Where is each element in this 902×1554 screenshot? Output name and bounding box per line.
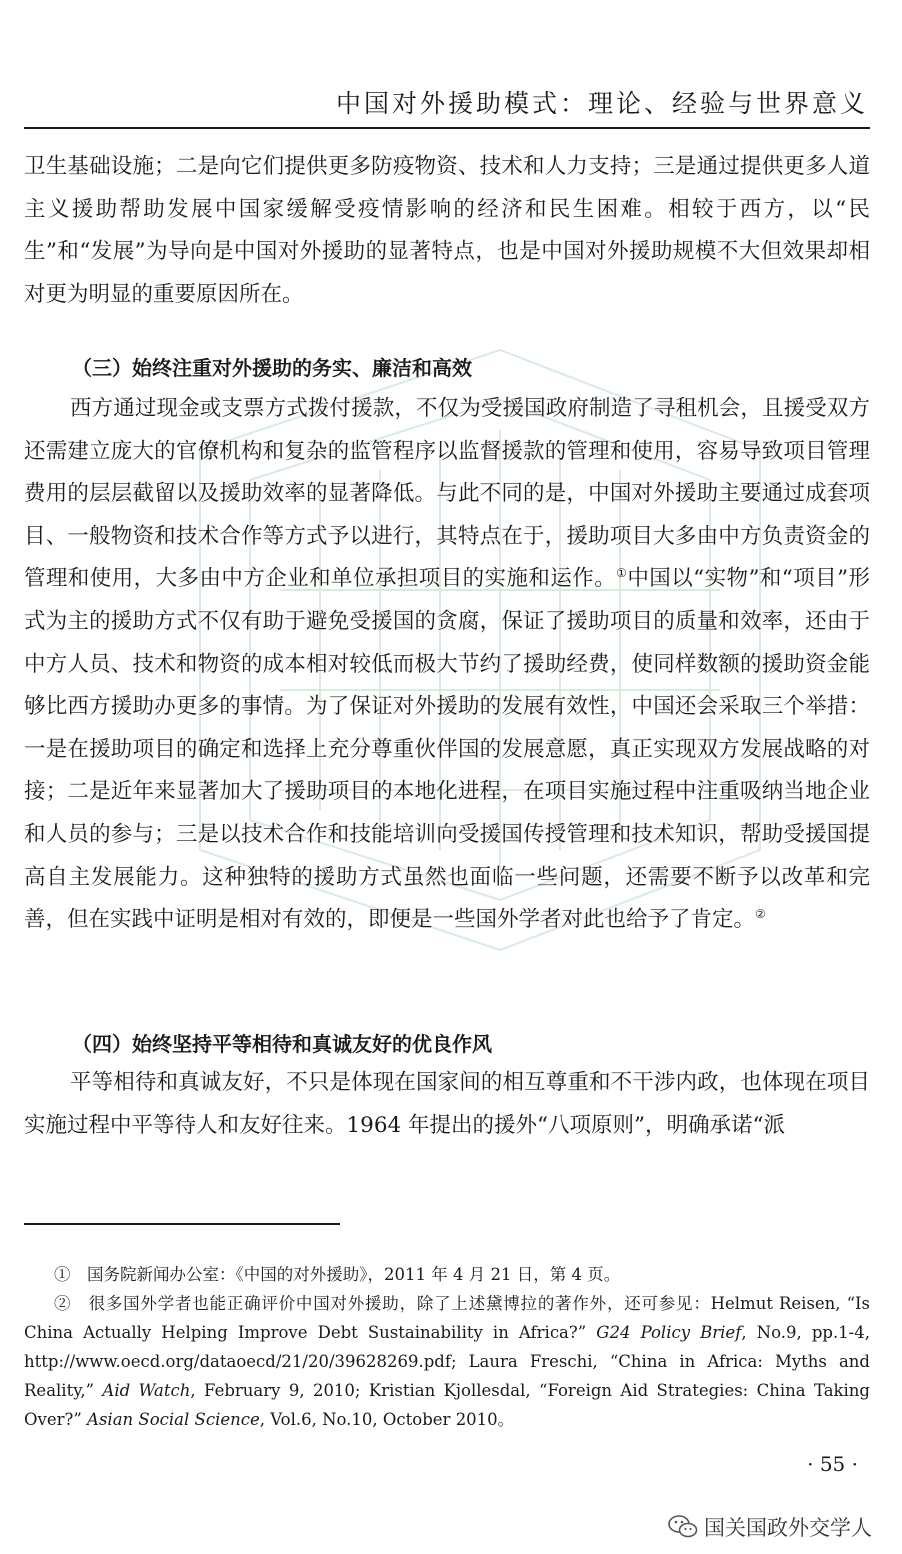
intro-paragraph: 卫生基础设施；二是向它们提供更多防疫物资、技术和人力支持；三是通过提供更多人道主义援助帮助发展中国家缓解受疫情影响的经济和民生困难。相较于西方，以“民生”和“发展”为导向是中国对外援助的显著特点，也是中国对外援助规模不大但效果却相对更为明显的重要原因所在。 <box>24 154 870 307</box>
section-heading-3: （三）始终注重对外援助的务实、廉洁和高效 <box>72 356 472 380</box>
footnote-ref-1: ① <box>616 566 628 581</box>
brand-watermark <box>668 1512 872 1542</box>
page-number: · 55 · <box>807 1452 858 1476</box>
section-heading-4: （四）始终坚持平等相待和真诚友好的优良作风 <box>72 1032 492 1056</box>
footnote-ref-2: ② <box>755 907 766 922</box>
footnote-2-text-3: , February 9, 2010; Kristian Kjollesdal, “Foreign Aid Strategies: China Taking Over?” <box>24 1381 870 1429</box>
footnote-2-italic-3: Asian Social Science <box>87 1410 260 1429</box>
footnote-1 <box>24 1260 870 1289</box>
brand-label: 国关国政外交学人 <box>704 1516 872 1540</box>
footnote-2-italic-2: Aid Watch <box>102 1381 191 1400</box>
section-3-text-b: 中国以“实物”和“项目”形式为主的援助方式不仅有助于避免受援国的贪腐，保证了援助项目的质量和效率，还由于中方人员、技术和物资的成本相对较低而极大节约了援助经费，使同样数额的援助资金能够比西方援助办更多的事情。为了保证对外援助的发展有效性，中国还会采取三个举措：一是在援助项目的确定和选择上充分尊重伙伴国的发展意愿，真正实现双方发展战略的对接；二是近年来显著加大了援助项目的本地化进程，在项目实施过程中注重吸纳当地企业和人员的参与；三是以技术合作和技能培训向受援国传授管理和技术知识，帮助受援国提高自主发展能力。这种独特的援助方式虽然也面临一些问题，还需要不断予以改革和完善，但在实践中证明是相对有效的，即便是一些国外学者对此也给予了肯定。 <box>24 566 871 933</box>
running-header-title: 中国对外援助模式：理论、经验与世界意义 <box>335 89 868 118</box>
footnote-2-text-4: , Vol.6, No.10, October 2010。 <box>259 1410 515 1429</box>
footnote-2 <box>24 1289 870 1434</box>
wechat-icon <box>668 1514 698 1540</box>
footnote-2-text-1: 很多国外学者也能正确评价中国对外援助，除了上述黛博拉的著作外，还可参见：Helmut Reisen, “Is China Actually Helping Improve Debt Sustainability in Africa?” <box>24 1294 870 1342</box>
section-3-text-a: 西方通过现金或支票方式拨付援款，不仅为受援国政府制造了寻租机会，且援受双方还需建立庞大的官僚机构和复杂的监管程序以监督援款的管理和使用，容易导致项目管理费用的层层截留以及援助效率的显著降低。与此不同的是，中国对外援助主要通过成套项目、一般物资和技术合作等方式予以进行，其特点在于，援助项目大多由中方负责资金的管理和使用，大多由中方企业和单位承担项目的实施和运作。 <box>24 396 870 592</box>
footnote-rule <box>24 1223 340 1225</box>
footnote-2-text-2: , No.9, pp.1-4, http://www.oecd.org/dataoecd/21/20/39628269.pdf; Laura Freschi, “China in Africa: Myths and Reality,” <box>24 1323 871 1400</box>
section-4-body <box>24 1062 870 1147</box>
section-3-body <box>24 388 870 942</box>
footnote-1-text: 国务院新闻办公室：《中国的对外援助》，2011 年 4 月 21 日，第 4 页。 <box>87 1265 621 1284</box>
section-3-paragraph <box>24 388 870 942</box>
footnote-1-mark: ① <box>54 1265 71 1284</box>
footnotes <box>24 1260 870 1434</box>
intro-paragraph-block <box>24 146 870 316</box>
section-4-paragraph: 平等相待和真诚友好，不只是体现在国家间的相互尊重和不干涉内政，也体现在项目实施过程中平等待人和友好往来。1964 年提出的援外“八项原则”，明确承诺“派 <box>24 1070 870 1138</box>
footnote-2-mark: ② <box>54 1294 72 1313</box>
header-rule <box>24 127 870 129</box>
footnote-2-italic-1: G24 Policy Brief <box>596 1323 742 1342</box>
